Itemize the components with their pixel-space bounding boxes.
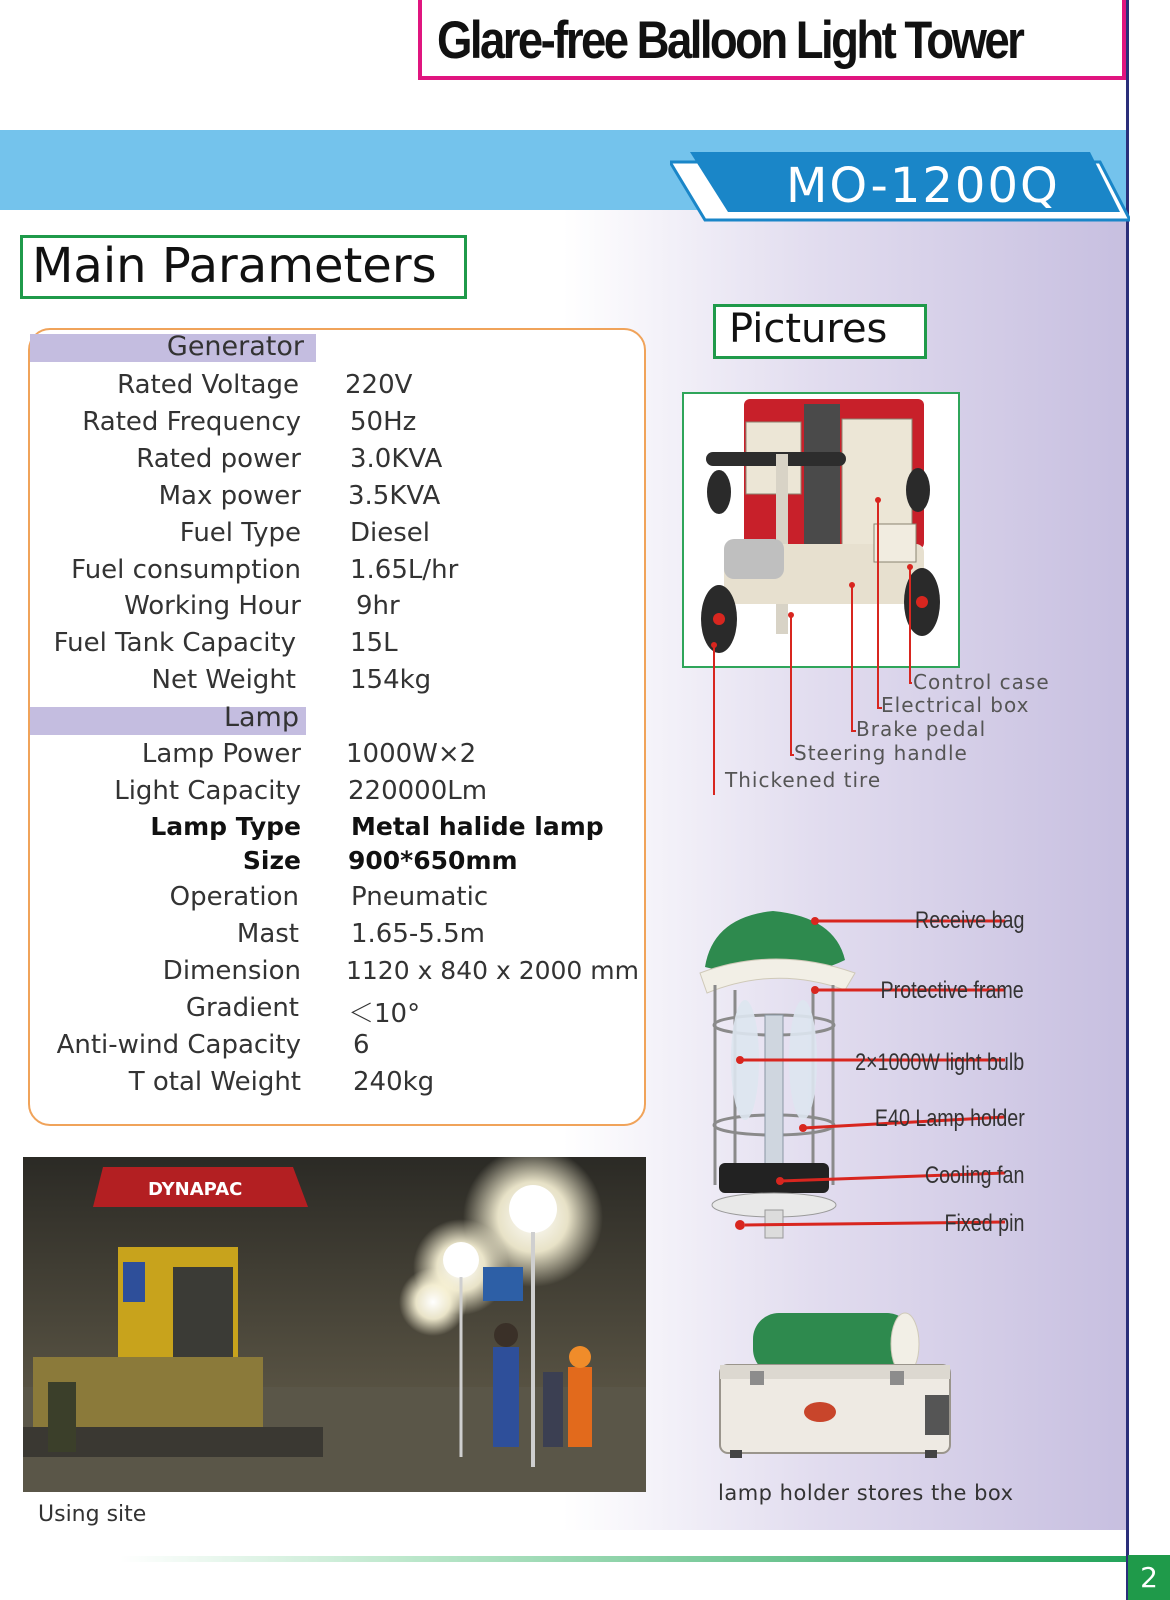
param-label: Lamp Type	[150, 812, 301, 841]
callout-control-case: Control case	[913, 670, 1050, 694]
param-value: Diesel	[350, 518, 431, 548]
param-label: Working Hour	[124, 591, 301, 621]
param-label: Operation	[169, 882, 299, 912]
callout-cooling-fan: Cooling fan	[924, 1162, 1024, 1189]
param-value: ＜10°	[348, 999, 421, 1029]
main-parameters-heading: Main Parameters	[32, 238, 437, 294]
param-label: Anti-wind Capacity	[56, 1030, 301, 1060]
param-value: Pneumatic	[351, 882, 489, 912]
parameters-panel	[28, 328, 646, 1126]
param-value: 6	[353, 1030, 370, 1060]
paver-brand: DYNAPAC	[148, 1179, 243, 1200]
param-value: 1.65-5.5m	[351, 919, 485, 949]
param-value: 1.65L/hr	[350, 555, 459, 585]
callout-electrical-box: Electrical box	[881, 693, 1030, 717]
param-label: Lamp Power	[141, 739, 301, 769]
callout-brake-pedal: Brake pedal	[856, 717, 987, 741]
pictures-heading: Pictures	[729, 306, 888, 352]
callout-steering-handle: Steering handle	[794, 741, 968, 765]
param-label: Fuel consumption	[71, 555, 301, 585]
param-label: Net Weight	[151, 665, 296, 695]
param-value: 3.5KVA	[348, 481, 441, 511]
lamp-section-label: Lamp	[223, 702, 299, 733]
site-caption: Using site	[38, 1502, 147, 1527]
callout-light-bulb: 2×1000W light bulb	[854, 1049, 1024, 1076]
param-label: Mast	[236, 919, 299, 949]
param-value: 154kg	[350, 665, 432, 695]
param-label: Fuel Tank Capacity	[53, 628, 296, 658]
param-label: Max power	[158, 481, 301, 511]
param-label: Rated power	[136, 444, 301, 474]
param-value: 9hr	[356, 591, 400, 621]
param-value: 1000W×2	[346, 739, 477, 769]
bottom-rule	[120, 1556, 1126, 1562]
param-value: 3.0KVA	[350, 444, 443, 474]
param-value: 1120 x 840 x 2000 mm	[346, 956, 639, 985]
param-label: Gradient	[185, 993, 299, 1023]
callout-receive-bag: Receive bag	[914, 907, 1024, 934]
right-rule	[1126, 0, 1129, 1600]
model-number: MO-1200Q	[786, 158, 1060, 214]
param-label: Size	[242, 846, 301, 875]
callout-fixed-pin: Fixed pin	[944, 1210, 1024, 1237]
param-label: Fuel Type	[179, 518, 301, 548]
page-number: 2	[1128, 1555, 1170, 1600]
param-value: 900*650mm	[348, 846, 518, 875]
param-value: 220000Lm	[348, 776, 488, 806]
param-label: Rated Frequency	[82, 407, 301, 437]
param-label: Light Capacity	[114, 776, 301, 806]
callout-thickened-tire: Thickened tire	[725, 768, 882, 792]
site-photo	[23, 1157, 646, 1492]
box-caption: lamp holder stores the box	[718, 1481, 1014, 1505]
param-value: Metal halide lamp	[351, 812, 604, 841]
param-value: 220V	[345, 370, 413, 400]
param-value: 50Hz	[350, 407, 417, 437]
param-label: Rated Voltage	[117, 370, 299, 400]
storage-box-illustration	[715, 1305, 960, 1465]
callout-lamp-holder: E40 Lamp holder	[875, 1105, 1025, 1132]
param-value: 240kg	[353, 1067, 435, 1097]
generator-section-label: Generator	[166, 331, 304, 362]
page-title: Glare-free Balloon Light Tower	[437, 11, 1023, 70]
param-label: T otal Weight	[128, 1067, 301, 1097]
param-label: Dimension	[162, 956, 301, 986]
param-value: 15L	[350, 628, 398, 658]
callout-protective-frame: Protective frame	[880, 977, 1024, 1004]
